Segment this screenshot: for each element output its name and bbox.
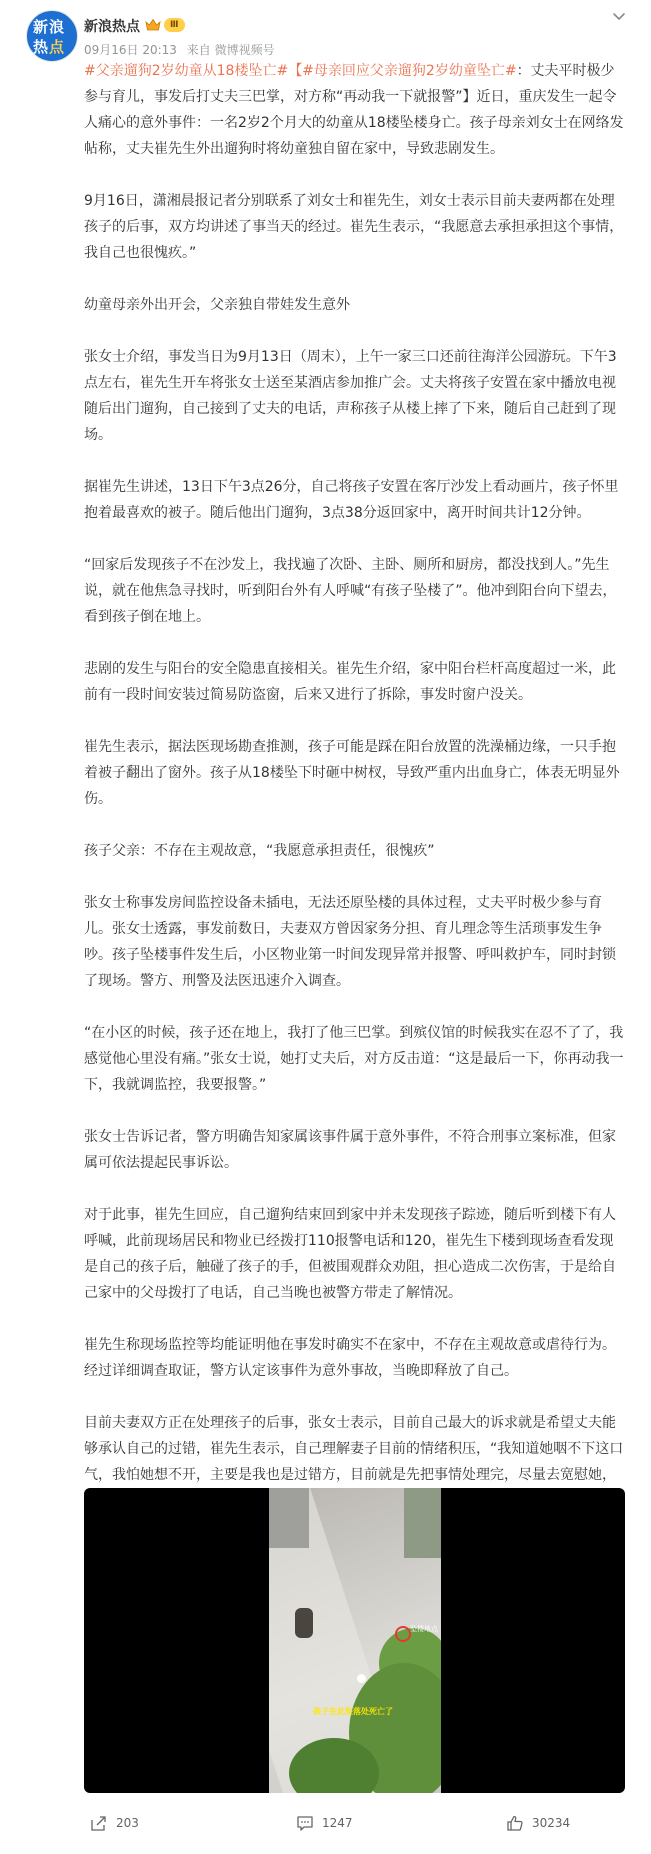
- share-count: 203: [116, 1816, 139, 1830]
- post-source: 来自 微博视频号: [186, 43, 275, 57]
- paragraph-13: 对于此事，崔先生回应，自己遛狗结束回到家中并未发现孩子踪迹，随后听到楼下有人呼喊，此前现场居民和物业已经拨打110报警电话和120，崔先生下楼到现场查看发现是自己的孩子后，触碰了孩子的手，但被围观群众劝阻，担心造成二次伤害，于是给自己家中的父母拨打了电话，自己当晚也被警方带走了解情况。: [84, 1207, 616, 1301]
- video-frame: [269, 1488, 441, 1793]
- level-badge: Ⅲ: [164, 18, 185, 32]
- paragraph-5: 据崔先生讲述，13日下午3点26分，自己将孩子安置在客厅沙发上看动画片，孩子怀里抱着最喜欢的被子。随后他出门遛狗，3点38分返回家中，离开时间共计12分钟。: [84, 479, 619, 521]
- paragraph-8: 崔先生表示，据法医现场勘查推测，孩子可能是踩在阳台放置的洗澡桶边缘，一只手抱着被子翻出了窗外。孩子从18楼坠下时砸中树杈，导致严重内出血身亡，体表无明显外伤。: [84, 739, 620, 807]
- person-figure: [295, 1608, 313, 1638]
- avatar-image: [27, 11, 77, 61]
- post-meta: [84, 41, 281, 58]
- avatar[interactable]: [26, 10, 78, 62]
- marker-label: 坠楼地点: [410, 1625, 438, 1633]
- pixelated-area: [269, 1488, 309, 1548]
- like-count: 30234: [532, 1816, 571, 1830]
- crown-icon: [145, 18, 161, 32]
- paragraph-10: 张女士称事发房间监控设备未插电，无法还原坠楼的具体过程，丈夫平时极少参与育儿。张女士透露，事发前数日，夫妻双方曾因家务分担、育儿理念等生活琐事发生争吵。孩子坠楼事件发生后，小区物业第一时间发现异常并报警、呼叫救护车，同时封锁了现场。警方、刑警及法医迅速介入调查。: [84, 895, 616, 989]
- share-icon: [90, 1814, 108, 1832]
- chevron-down-icon[interactable]: [611, 8, 627, 24]
- author-name[interactable]: 新浪热点: [84, 19, 140, 35]
- paragraph-1-text: ：丈夫平时极少参与育儿，事发后打丈夫三巴掌，对方称“再动我一下就报警”】近日，重庆发生一起令人痛心的意外事件：一名2岁2个月大的幼童从18楼坠楼身亡。孩子母亲刘女士在网络发帖称，丈夫崔先生外出遛狗时将幼童独自留在家中，导致悲剧发生。: [84, 63, 624, 157]
- paragraph-2: 9月16日，潇湘晨报记者分别联系了刘女士和崔先生，刘女士表示目前夫妻两都在处理孩子的后事，双方均讲述了事当天的经过。崔先生表示，“我愿意去承担承担这个事情，我自己也很愧疚。”: [84, 193, 624, 261]
- avatar-text-line1: 新浪: [33, 18, 66, 36]
- share-button[interactable]: [90, 1814, 139, 1832]
- section-heading-1: 幼童母亲外出开会，父亲独自带娃发生意外: [84, 297, 350, 313]
- action-bar: [0, 1806, 651, 1842]
- post-header: [0, 0, 651, 64]
- paragraph-1: [84, 58, 624, 162]
- comment-count: 1247: [322, 1816, 353, 1830]
- paragraph-4: 张女士介绍，事发当日为9月13日（周末），上午一家三口还前往海洋公园游玩。下午3点左右，崔先生开车将张女士送至某酒店参加推广会。丈夫将孩子安置在家中播放电视随后出门遛狗，自己接到了丈夫的电话，声称孩子从楼上摔了下来，随后自己赶到了现场。: [84, 349, 617, 443]
- comment-button[interactable]: [296, 1814, 353, 1832]
- video-player[interactable]: [84, 1488, 625, 1793]
- comment-icon: [296, 1814, 314, 1832]
- author-badges: [145, 16, 185, 34]
- topic-tag-1[interactable]: #父亲遛狗2岁幼童从18楼坠亡#: [84, 63, 289, 79]
- paragraph-7: 悲剧的发生与阳台的安全隐患直接相关。崔先生介绍，家中阳台栏杆高度超过一米，此前有一段时间安装过简易防盗窗，后来又进行了拆除，事发时窗户没关。: [84, 661, 616, 703]
- video-caption: 孩子在此坠落处死亡了: [313, 1707, 393, 1716]
- pixelated-area-2: [404, 1488, 441, 1558]
- avatar-text-char2: 点: [49, 38, 66, 56]
- avatar-text-char1: 热: [33, 38, 50, 56]
- thumbs-up-icon: [506, 1814, 524, 1832]
- section-heading-2: 孩子父亲：不存在主观故意，“我愿意承担责任，很愧疚”: [84, 843, 435, 859]
- location-marker-icon: [395, 1626, 411, 1642]
- post-body: [84, 58, 624, 1540]
- paragraph-14: 崔先生称现场监控等均能证明他在事发时确实不在家中，不存在主观故意或虐待行为。经过详细调查取证，警方认定该事件为意外事故，当晚即释放了自己。: [84, 1337, 616, 1379]
- paragraph-6: “回家后发现孩子不在沙发上，我找遍了次卧、主卧、厕所和厨房，都没找到人。”先生说，就在他焦急寻找时，听到阳台外有人呼喊“有孩子坠楼了”。他冲到阳台向下望去，看到孩子倒在地上。: [84, 557, 617, 625]
- pin-icon: [357, 1674, 366, 1683]
- post-datetime[interactable]: 09月16日 20:13: [84, 43, 177, 57]
- topic-tag-2[interactable]: 【#母亲回应父亲遛狗2岁幼童坠亡#: [288, 63, 517, 79]
- paragraph-11: “在小区的时候，孩子还在地上，我打了他三巴掌。到殡仪馆的时候我实在忍不了了，我感觉他心里没有痛。”张女士说，她打丈夫后，对方反击道：“这是最后一下，你再动我一下，我就调监控，我要报警。”: [84, 1025, 624, 1093]
- avatar-text-line2: [33, 36, 65, 57]
- paragraph-15-text: 目前夫妻双方正在处理孩子的后事，张女士表示，目前自己最大的诉求就是希望丈夫能够承认自己的过错，崔先生表示，自己理解妻子目前的情绪积压，“我知道她咽不下这口气，我怕她想不开，主要是我也是过错方，目前就是先把事情处理完，尽量去宽慰她，: [84, 1415, 624, 1483]
- paragraph-12: 张女士告诉记者，警方明确告知家属该事件属于意外事件，不符合刑事立案标准，但家属可依法提起民事诉讼。: [84, 1129, 616, 1171]
- like-button[interactable]: [506, 1814, 570, 1832]
